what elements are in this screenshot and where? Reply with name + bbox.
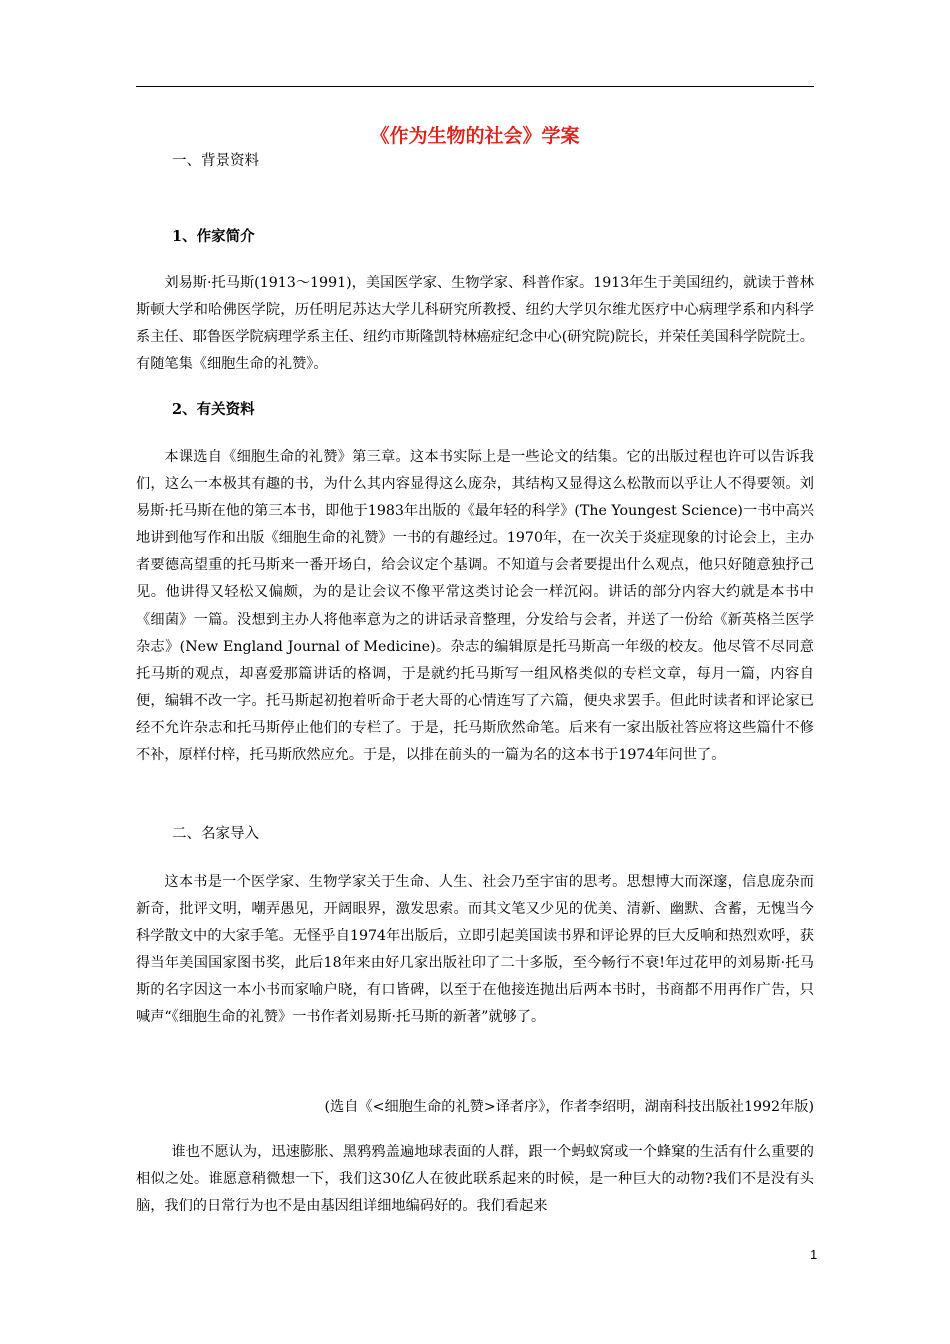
paragraph-excerpt: 谁也不愿认为，迅速膨胀、黑鸦鸦盖遍地球表面的人群，跟一个蚂蚁窝或一个蜂窠的生活有什么重要的相似之处。谁愿意稍微想一下，我们这30亿人在彼此联系起来的时候，是一种巨大的动物?我们不是没有头脑，我们的日常行为也不是由基因组详细地编码好的。我们看起来 [136,1144,814,1215]
paragraph-expert-intro: 这本书是一个医学家、生物学家关于生命、人生、社会乃至宇宙的思考。思想博大而深邃，信息庞杂而新奇，批评文明，嘲弄愚见，开阔眼界，激发思索。而其文笔又少见的优美、清新、幽默、含蓄，无愧当今科学散文中的大家手笔。无怪乎自1974年出版后，立即引起美国读书界和评论界的巨大反响和热烈欢呼，获得当年美国国家图书奖，此后18年来由好几家出版社印了二十多版，至今畅行不衰!年过花甲的刘易斯·托马斯的名字因这一本小书而家喻户晓，有口皆碑，以至于在他接连抛出后两本书时，书商都不用再作广告，只喊声“《细胞生命的礼赞》一书作者刘易斯·托马斯的新著”就够了。 [136,874,814,1026]
document-title: 《作为生物的社会》学案 [370,125,580,147]
paragraph-author-intro: 刘易斯·托马斯(1913～1991)，美国医学家、生物学家、科普作家。1913年生于美国纽约，就读于普林斯顿大学和哈佛医学院，历任明尼苏达大学儿科研究所教授、纽约大学贝尔维尤医疗中心病理学系和内科学系主任、耶鲁医学院病理学系主任、纽约市斯隆凯特林癌症纪念中心(研究院)院长，并荣任美国科学院院士。有随笔集《细胞生命的礼赞》。 [136,275,814,373]
section-heading-background: 一、背景资料 [172,153,259,169]
subheading-author-intro: 1、作家简介 [172,228,255,245]
paragraph-related-info: 本课选自《细胞生命的礼赞》第三章。这本书实际上是一些论文的结集。它的出版过程也许可以告诉我们，这么一本极其有趣的书，为什么其内容显得这么庞杂，其结构又显得这么松散而以乎让人不得要领。刘易斯·托马斯在他的第三本书，即他于1983年出版的《最年轻的科学》(The Youngest Science)一书中高兴地讲到他写作和出版《细胞生命的礼赞》一书的有趣经过。1970年，在一次关于炎症现象的讨论会上，主办者要德高望重的托马斯来一番开场白，给会议定个基调。不知道与会者要提出什么观点，他只好随意独抒己见。他讲得又轻松又偏颇，为的是让会议不像平常这类讨论会一样沉闷。讲话的部分内容大约就是本书中《细菌》一篇。没想到主办人将他率意为之的讲话录音整理，分发给与会者，并送了一份给《新英格兰医学杂志》(New England Journal of Medicine)。杂志的编辑原是托马斯高一年级的校友。他尽管不尽同意托马斯的观点，却喜爱那篇讲话的格调，于是就约托马斯写一组风格类似的专栏文章，每月一篇，内容自便，编辑不改一字。托马斯起初抱着听命于老大哥的心情连写了六篇，便央求罢手。但此时读者和评论家已经不允许杂志和托马斯停止他们的专栏了。于是，托马斯欣然命笔。后来有一家出版社答应将这些篇什不修不补，原样付梓，托马斯欣然应允。于是，以排在前头的一篇为名的这本书于1974年问世了。 [136,449,814,764]
section-heading-expert-intro: 二、名家导入 [172,826,259,842]
citation: (选自《<细胞生命的礼赞>译者序》，作者李绍明，湖南科技出版社1992年版) [324,1099,814,1115]
subheading-related-info: 2、有关资料 [172,401,255,418]
header-rule [136,86,814,87]
page-number-text: 1 [810,1247,818,1262]
